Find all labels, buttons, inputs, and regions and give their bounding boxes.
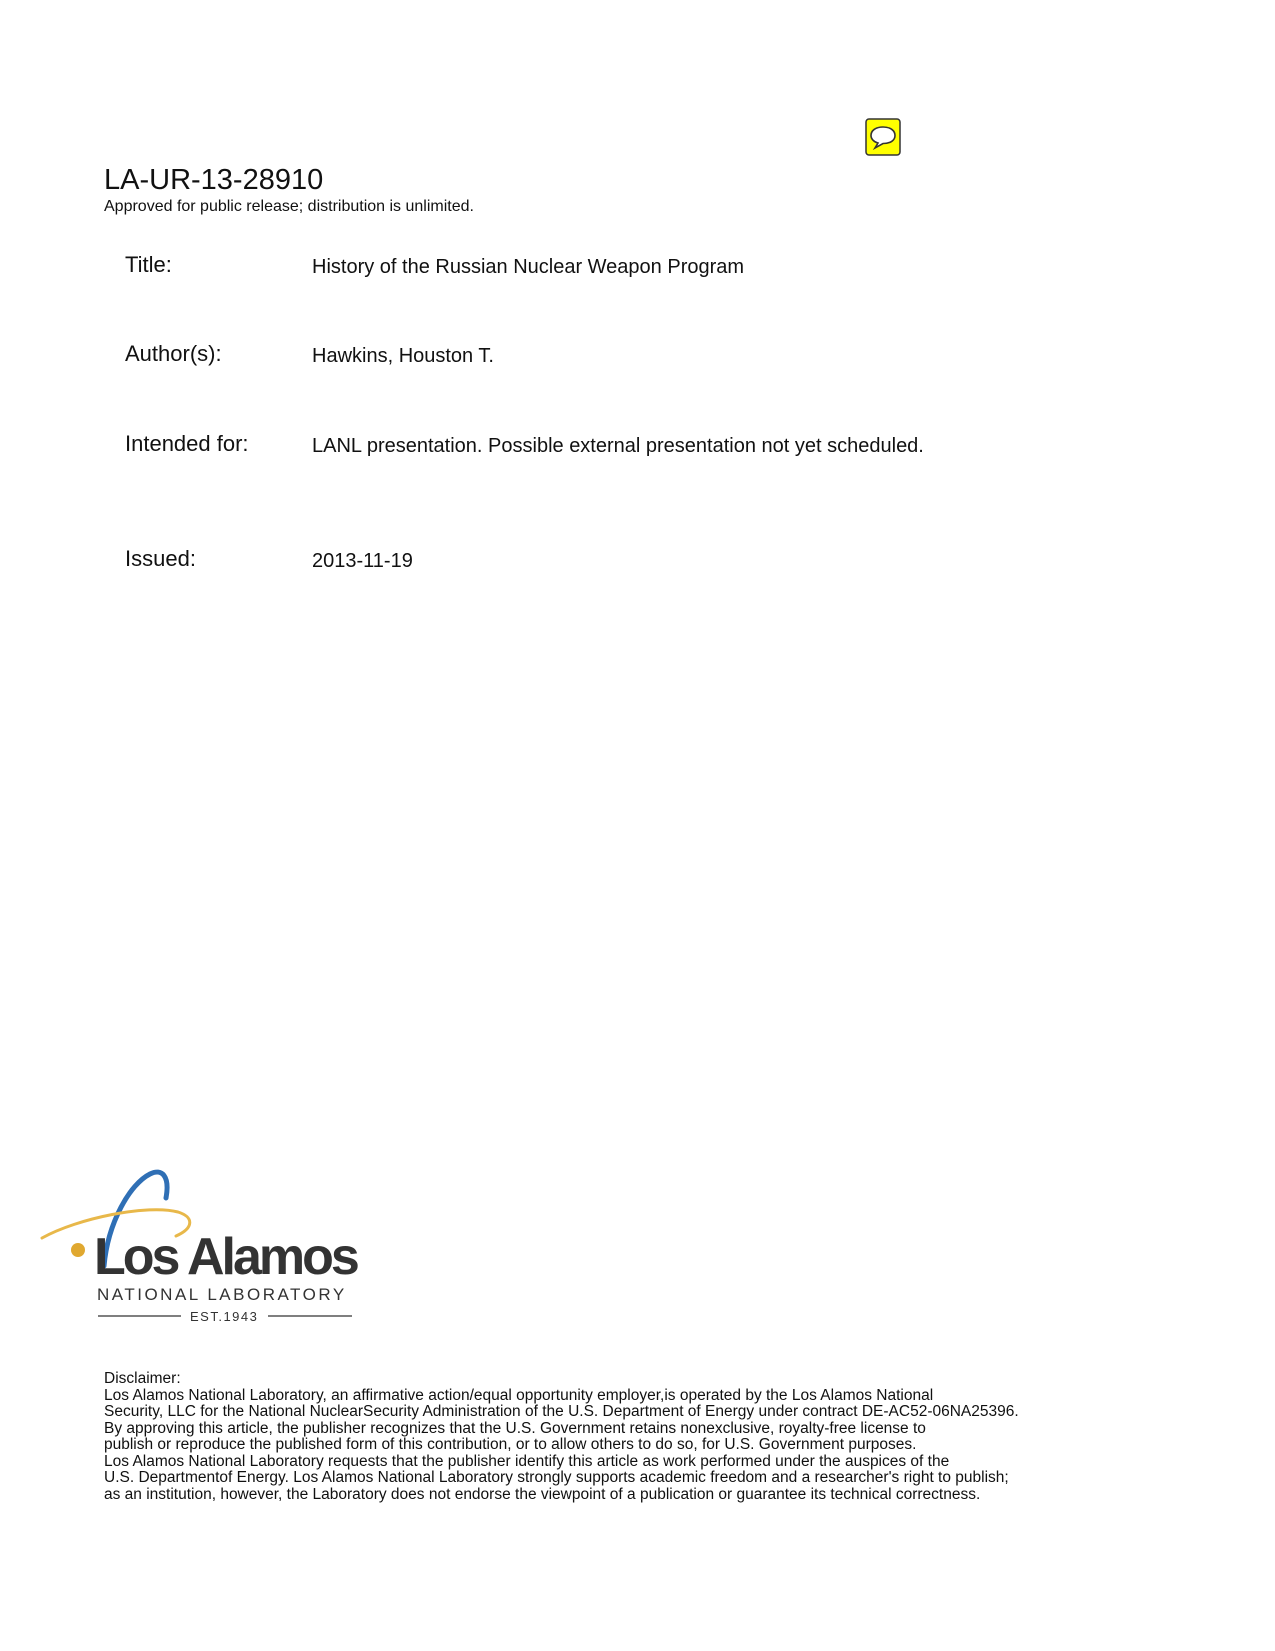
authors-value: Hawkins, Houston T.: [312, 345, 494, 367]
logo-subtitle: NATIONAL LABORATORY: [97, 1285, 347, 1304]
report-number: LA-UR-13-28910: [104, 164, 324, 196]
comment-icon[interactable]: [865, 118, 901, 156]
logo-name: Los Alamos: [94, 1228, 357, 1286]
disclaimer-line: publish or reproduce the published form of this contribution, or to allow others to do so, for U.S. Government purposes.: [104, 1436, 917, 1453]
logo-established: EST.1943: [190, 1309, 259, 1324]
disclaimer-line: By approving this article, the publisher recognizes that the U.S. Government retains nonexclusive, royalty-free license to: [104, 1419, 926, 1437]
disclaimer-line: as an institution, however, the Laboratory does not endorse the viewpoint of a publication or guarantee its technical correctness.: [104, 1485, 981, 1503]
title-value: History of the Russian Nuclear Weapon Program: [312, 256, 745, 278]
intended-for-value: LANL presentation. Possible external presentation not yet scheduled.: [312, 435, 924, 457]
disclaimer-line: U.S. Departmentof Energy. Los Alamos National Laboratory strongly supports academic freedom and a researcher's right to publish;: [104, 1469, 1009, 1486]
disclaimer-line: Security, LLC for the National NuclearSecurity Administration of the U.S. Department of Energy under contract DE-AC52-06NA25396.: [104, 1403, 1019, 1420]
los-alamos-logo: [38, 1162, 378, 1330]
issued-value: 2013-11-19: [312, 550, 413, 572]
title-label: Title:: [125, 252, 172, 277]
disclaimer-heading: Disclaimer:: [104, 1370, 181, 1387]
intended-for-label: Intended for:: [125, 431, 249, 456]
authors-label: Author(s):: [125, 341, 222, 366]
logo-dot: [71, 1243, 85, 1257]
disclaimer: [104, 1371, 1204, 1503]
release-note: Approved for public release; distribution is unlimited.: [104, 198, 474, 215]
issued-label: Issued:: [125, 546, 196, 571]
disclaimer-line: Los Alamos National Laboratory, an affirmative action/equal opportunity employer,is operated by the Los Alamos National: [104, 1386, 934, 1404]
disclaimer-line: Los Alamos National Laboratory requests that the publisher identify this article as work performed under the auspices of the: [104, 1452, 950, 1470]
